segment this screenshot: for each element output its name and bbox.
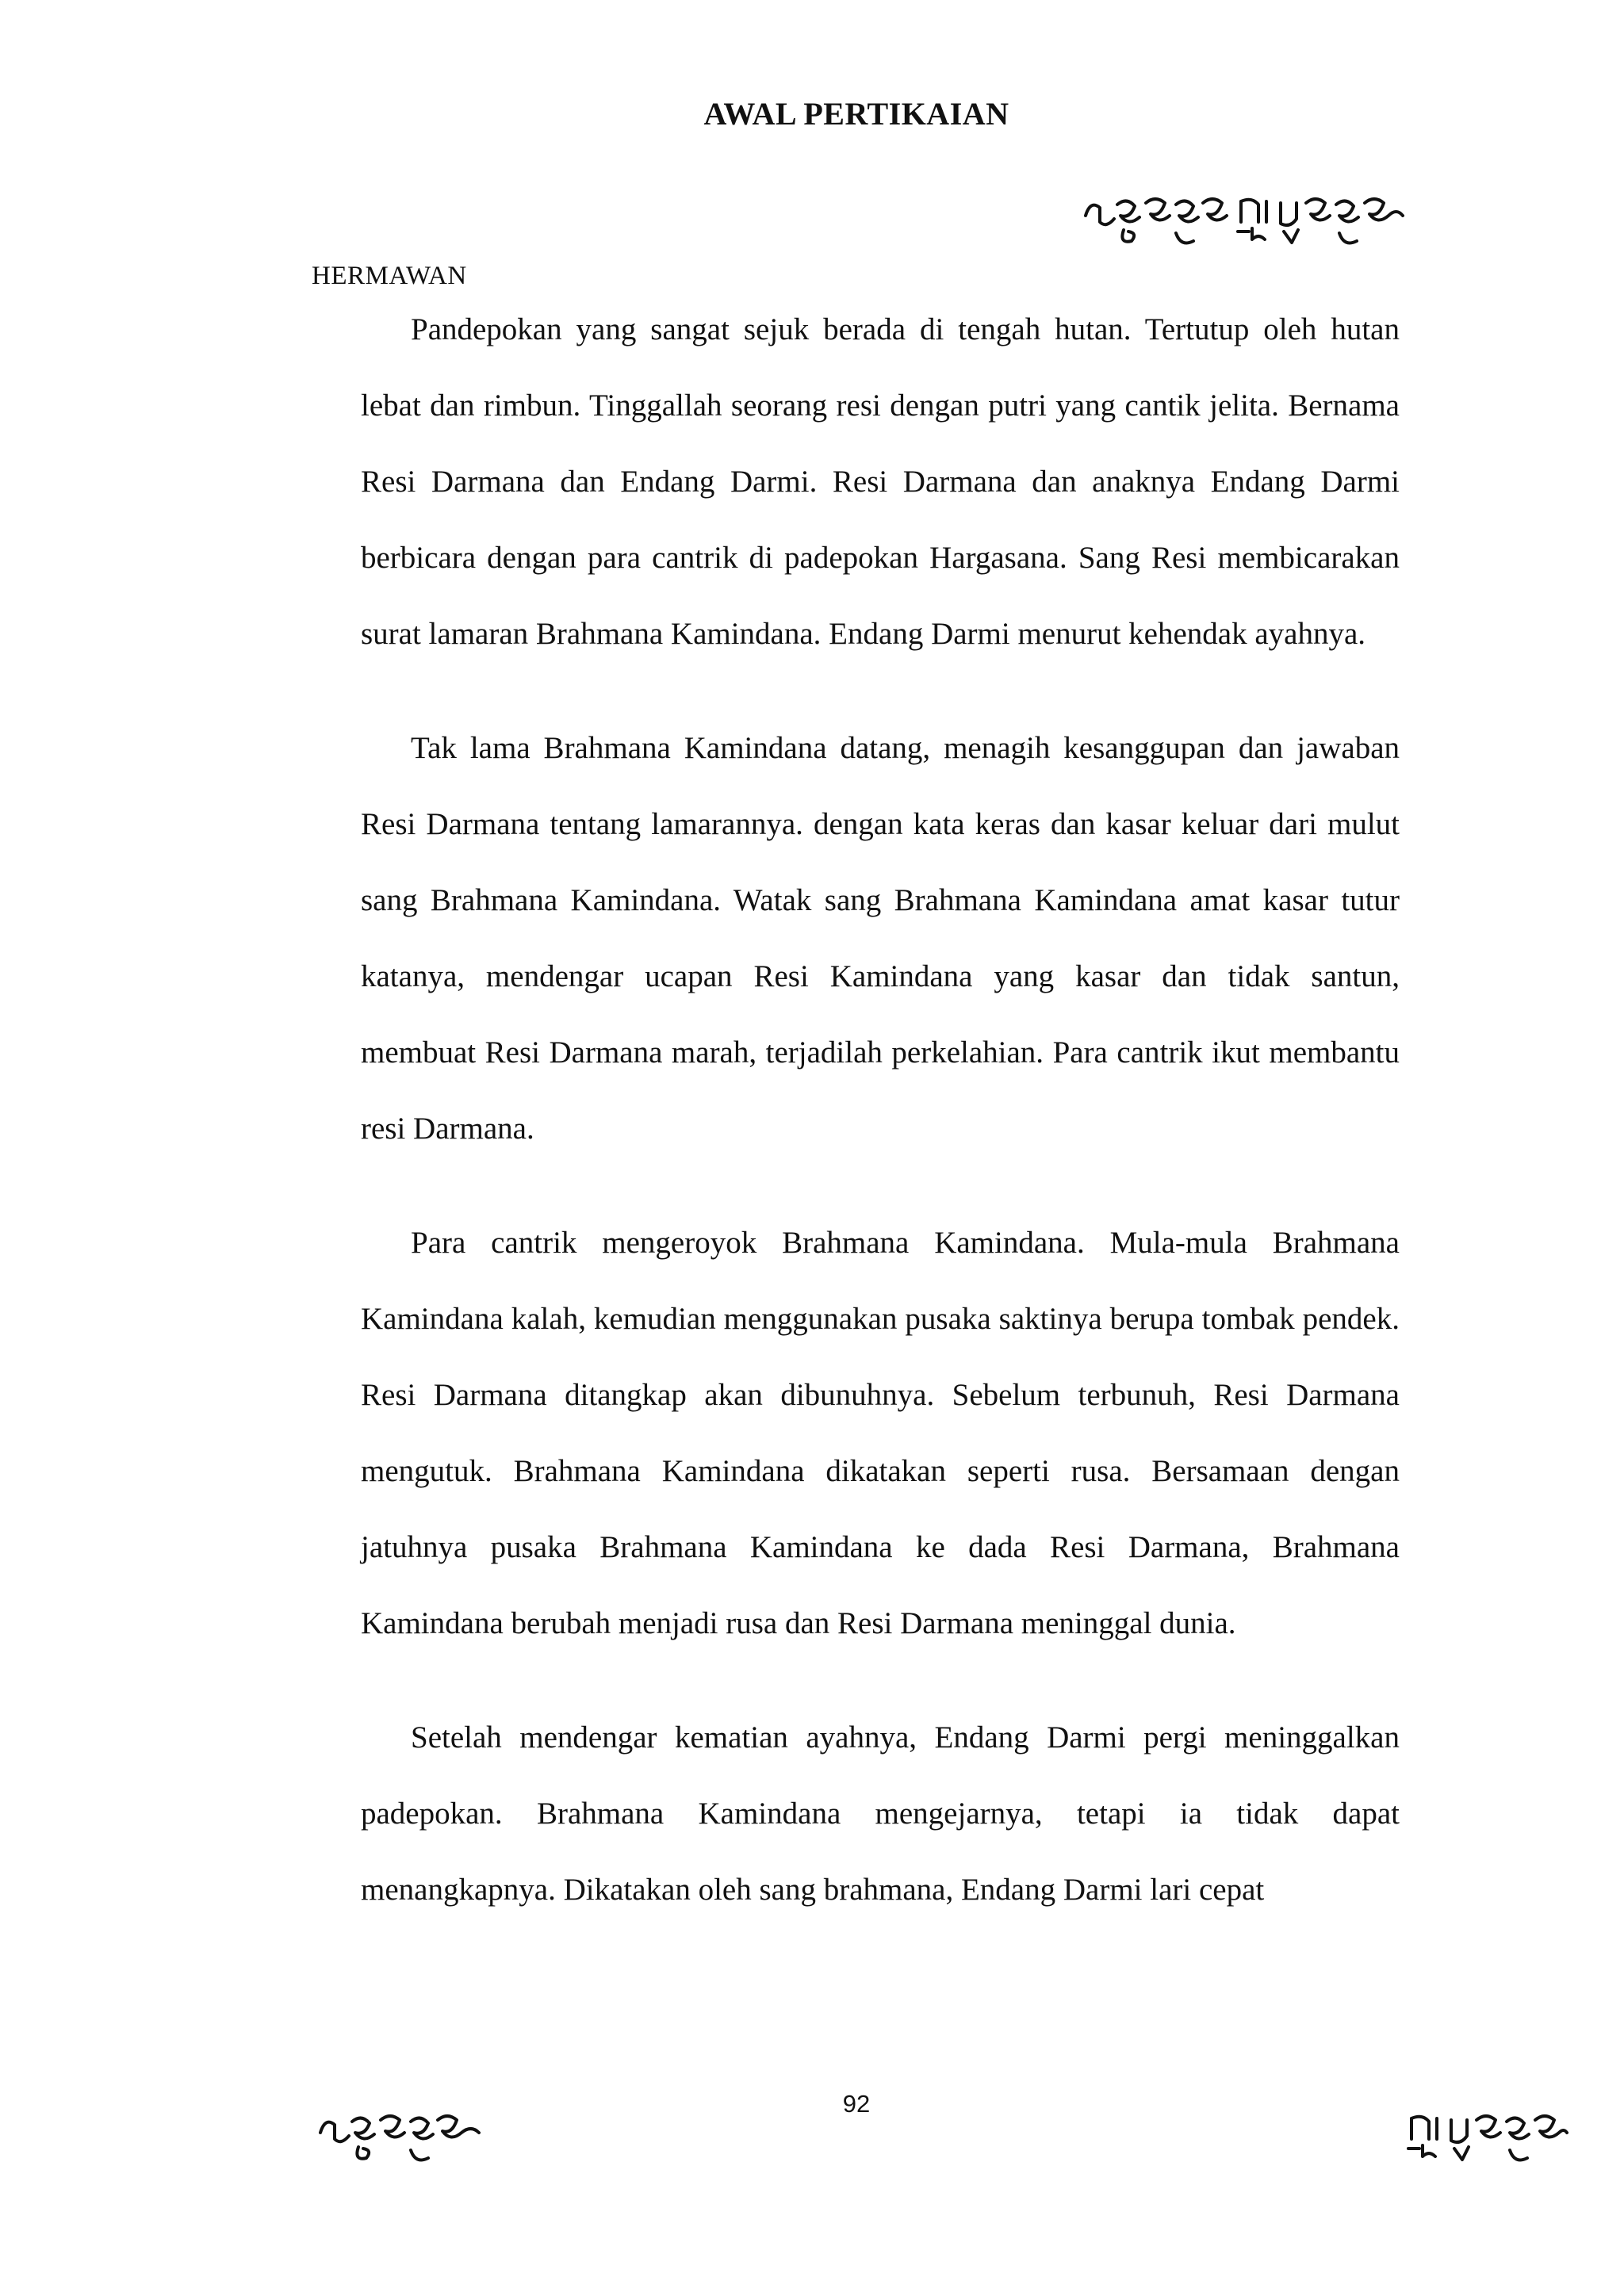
page-number: 92 xyxy=(842,2090,871,2118)
javanese-script-ornament-top xyxy=(1082,184,1415,255)
paragraph-1: Pandepokan yang sangat sejuk berada di tengah hutan. Tertutup oleh hutan lebat dan rimbun. Tinggallah seorang resi dengan putri yang cantik jelita. Bernama Resi Darmana dan Endang Darmi. Resi Darmana dan anaknya Endang Darmi berbicara dengan para cantrik di padepokan Hargasana. Sang Resi membicarakan surat lamaran Brahmana Kamindana. Endang Darmi menurut kehendak ayahnya. xyxy=(361,312,1400,651)
author-name: HERMAWAN xyxy=(312,262,467,290)
paragraph-4: Setelah mendengar kematian ayahnya, Endang Darmi pergi meninggalkan padepokan. Brahmana Kamindana mengejarnya, tetapi ia tidak dapat menangkapnya. Dikatakan oleh sang brahmana, Endang Darmi lari cepat xyxy=(361,1720,1400,1907)
javanese-script-ornament-bottom-right xyxy=(1404,2101,1570,2172)
javanese-script-ornament-bottom-left xyxy=(317,2101,492,2172)
page-title: AWAL PERTIKAIAN xyxy=(703,96,1009,132)
paragraph-2: Tak lama Brahmana Kamindana datang, menagih kesanggupan dan jawaban Resi Darmana tentang lamarannya. dengan kata keras dan kasar keluar dari mulut sang Brahmana Kamindana. Watak sang Brahmana Kamindana amat kasar tutur katanya, mendengar ucapan Resi Kamindana yang kasar dan tidak santun, membuat Resi Darmana marah, terjadilah perkelahian. Para cantrik ikut membantu resi Darmana. xyxy=(361,731,1400,1146)
paragraph-3: Para cantrik mengeroyok Brahmana Kamindana. Mula-mula Brahmana Kamindana kalah, kemudian menggunakan pusaka saktinya berupa tombak pendek. Resi Darmana ditangkap akan dibunuhnya. Sebelum terbunuh, Resi Darmana mengutuk. Brahmana Kamindana dikatakan seperti rusa. Bersamaan dengan jatuhnya pusaka Brahmana Kamindana ke dada Resi Darmana, Brahmana Kamindana berubah menjadi rusa dan Resi Darmana meninggal dunia. xyxy=(361,1226,1400,1640)
story-body xyxy=(361,292,1400,1966)
